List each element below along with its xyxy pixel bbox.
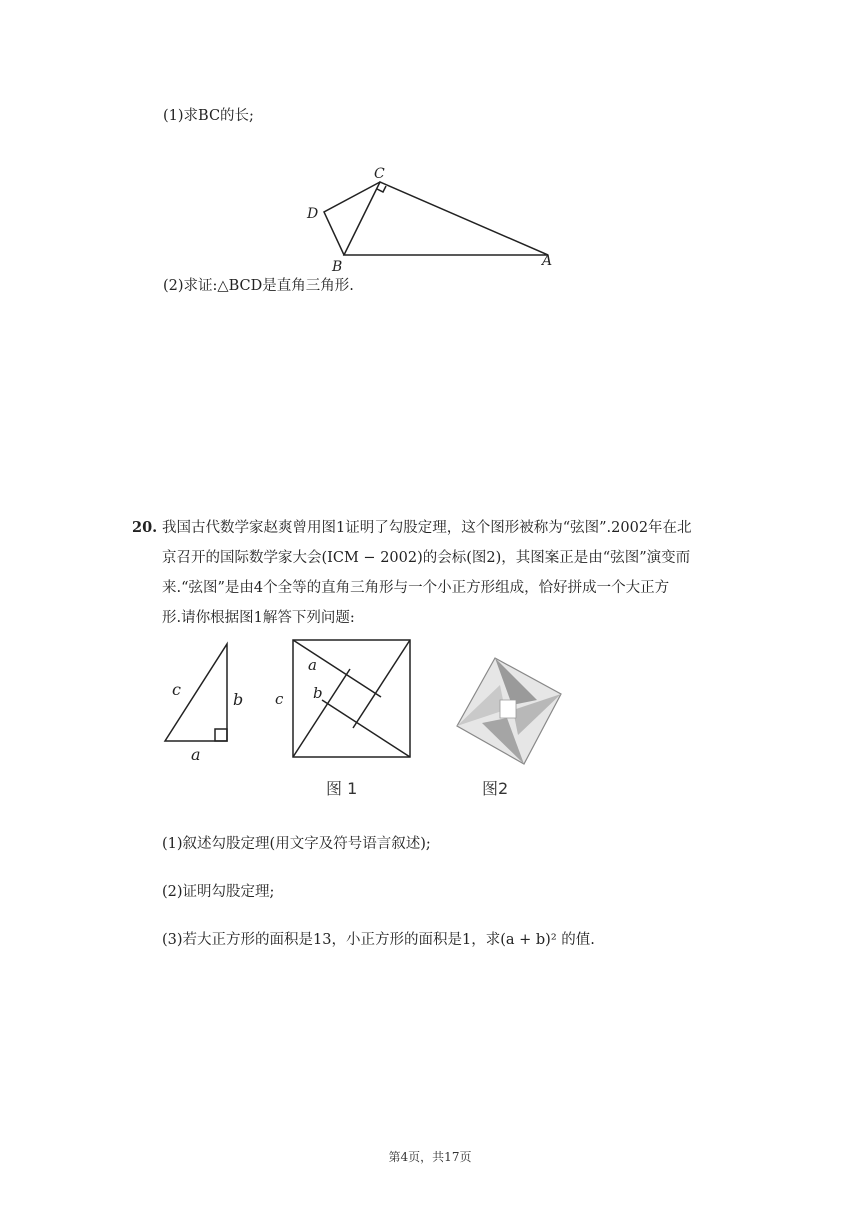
q20-line2: 京召开的国际数学家大会(ICM − 2002)的会标(图2)，其图案正是由“弦图”演变而 bbox=[162, 550, 691, 566]
sq-label-b: b bbox=[313, 684, 323, 702]
q20-part2: (2)证明勾股定理; bbox=[162, 884, 275, 900]
tri-label-c: c bbox=[172, 680, 181, 699]
figure1-caption: 图 1 bbox=[326, 779, 358, 798]
q20-line4: 形.请你根据图1解答下列问题: bbox=[162, 610, 355, 626]
label-a: A bbox=[542, 253, 553, 269]
label-d: D bbox=[307, 206, 319, 222]
label-c: C bbox=[374, 166, 385, 182]
q20-part3: (3)若大正方形的面积是13，小正方形的面积是1，求(a + b)² 的值. bbox=[162, 932, 595, 948]
right-triangle-figure bbox=[160, 640, 244, 770]
page-footer: 第4页，共17页 bbox=[388, 1150, 472, 1164]
quadrilateral-abcd-figure bbox=[300, 160, 570, 275]
sq-label-a: a bbox=[308, 656, 317, 674]
string-diagram-square bbox=[270, 636, 420, 760]
label-b: B bbox=[332, 259, 343, 275]
q19-part1: (1)求BC的长; bbox=[163, 108, 254, 124]
sq-label-c: c bbox=[275, 690, 284, 708]
tri-label-b: b bbox=[233, 690, 244, 709]
q20-line3: 来.“弦图”是由4个全等的直角三角形与一个小正方形组成，恰好拼成一个大正方 bbox=[162, 580, 670, 596]
figure2-caption: 图2 bbox=[482, 779, 509, 798]
tri-label-a: a bbox=[191, 745, 201, 764]
q20-part1: (1)叙述勾股定理(用文字及符号语言叙述); bbox=[162, 836, 431, 852]
icm-2002-emblem bbox=[450, 652, 566, 774]
q20-number: 20. bbox=[132, 519, 158, 536]
q19-part2: (2)求证:△BCD是直角三角形. bbox=[163, 278, 354, 294]
q20-line1: 我国古代数学家赵爽曾用图1证明了勾股定理，这个图形被称为“弦图”.2002年在北 bbox=[162, 520, 692, 536]
